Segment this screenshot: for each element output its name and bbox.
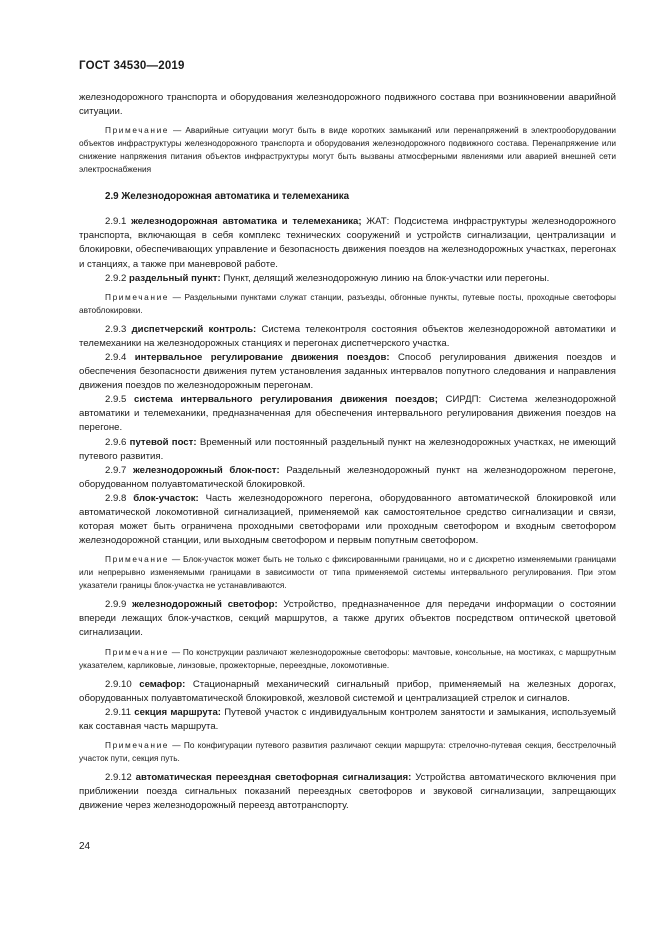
note-text: — По конфигурации путевого развития различают секции маршрута: стрелочно-путевая секция, бесстрелочный участок пути, секция путь. (79, 739, 616, 763)
note-label: Примечание (105, 554, 170, 565)
entry-number: 2.9.4 (105, 351, 127, 363)
entry-definition: Устройство, предназначенное для передачи информации о состоянии впереди лежащих блок-участков, секций маршрутов, а также других объектов посредством оптической цветовой сигнализации. (79, 599, 616, 639)
entry-term: железнодорожный блок-пост: (132, 464, 280, 476)
entry-number: 2.9.6 (105, 436, 127, 448)
intro-continuation: железнодорожного транспорта и оборудования железнодорожного подвижного состава при возникновении аварийной ситуации. (79, 92, 616, 118)
entry-number: 2.9.12 (105, 771, 132, 783)
entry-definition: Часть железнодорожного перегона, оборудованного автоматической блокировкой или автоматической локомотивной сигнализацией, применяемой как самостоятельное средство сигнализации и связи, которая может быть ограничена проходными светофорами или проходным светофором и входным светофором железнодорожной станции, или выходным светофором и первым попутным светофором. (79, 492, 616, 547)
entry-definition: Система телеконтроля состояния объектов железнодорожной автоматики и телемеханики на железнодорожных станциях и перегонах диспетчерского участка. (79, 323, 616, 349)
entry-definition: ЖАТ: Подсистема инфраструктуры железнодорожного транспорта, включающая в себя комплекс технических сооружений и устройств сигнализации, централизации и блокировки, обеспечивающих управление и безопасность движения поездов на железнодорожных участках, перегонах и станциях, а также при маневровой работе. (79, 216, 616, 270)
section-title: 2.9 Железнодорожная автоматика и телемеханика (105, 191, 350, 203)
entry-number: 2.9.8 (105, 492, 127, 504)
page-content (79, 91, 616, 813)
entry-number: 2.9.2 (105, 272, 127, 284)
note-text: — По конструкции различают железнодорожные светофоры: мачтовые, консольные, на мостиках, с маршрутным указателем, карликовые, линзовые, прожекторные, переездные, локомотивные. (79, 646, 616, 670)
entry-2-9-3 (79, 323, 616, 351)
note-emergency (79, 124, 616, 176)
entry-definition: Способ регулирования движения поездов и обеспечения безопасности движения путем установления заданных интервалов попутного следования и направления движения поездов по железнодорожным перегонам. (79, 351, 616, 392)
entry-term: диспетчерский контроль: (131, 323, 257, 335)
entry-term: семафор: (139, 678, 186, 690)
entry-term: путевой пост: (129, 436, 197, 448)
entry-2-9-8 (79, 492, 616, 548)
note-2-9-2 (79, 291, 616, 317)
note-2-9-9 (79, 646, 616, 672)
entry-2-9-1 (79, 215, 616, 271)
entry-definition: Раздельный железнодорожный пункт на железнодорожном перегоне, оборудованном полуавтоматической блокировкой. (79, 464, 616, 490)
note-2-9-11 (79, 739, 616, 765)
note-text: — Блок-участок может быть не только с фиксированными границами, но и с дискретно изменяемыми границами или непрерывно изменяемыми границами в зависимости от типа применяемой системы интервального регулирования. При этом указатели границы блок-участка не устанавливаются. (79, 554, 616, 591)
note-text: — Аварийные ситуации могут быть в виде коротких замыканий или перенапряжений в электрооборудовании объектов инфраструктуры железнодорожного транспорта и оборудования железнодорожного подвижного состава. Перенапряжение или снижение напряжения питания объектов инфраструктуры могут быть вызваны атмосферными явлениями или аварией внешней сети электроснабжения (79, 125, 616, 175)
entry-number: 2.9.7 (105, 464, 127, 476)
entry-term: автоматическая переездная светофорная сигнализация: (135, 771, 412, 783)
entry-number: 2.9.10 (105, 678, 132, 690)
entry-definition: Временный или постоянный раздельный пункт на железнодорожных участках, не имеющий путевого развития. (79, 436, 616, 462)
entry-number: 2.9.5 (105, 394, 127, 406)
entry-2-9-10 (79, 678, 616, 706)
entry-2-9-2 (79, 272, 616, 286)
entry-term: интервальное регулирование движения поездов: (134, 351, 390, 363)
entry-definition: Путевой участок с индивидуальным контролем занятости и замыкания, используемый как составная часть маршрута. (79, 706, 616, 732)
entry-2-9-5 (79, 393, 616, 435)
entry-term: железнодорожный светофор: (132, 599, 278, 611)
entry-2-9-6 (79, 436, 616, 464)
page-number: 24 (79, 841, 91, 852)
note-label: Примечание (105, 739, 170, 750)
entry-2-9-7 (79, 464, 616, 492)
entry-number: 2.9.11 (105, 706, 131, 718)
entry-definition: Стационарный механический сигнальный прибор, применяемый на железных дорогах, оборудованных полуавтоматической блокировкой, жезловой системой и централизацией стрелок и сигналов. (79, 678, 616, 704)
note-label: Примечание (105, 125, 170, 136)
entry-number: 2.9.3 (105, 323, 127, 335)
entry-term: раздельный пункт: (129, 272, 221, 284)
entry-number: 2.9.9 (105, 599, 127, 611)
entry-term: блок-участок: (133, 492, 199, 504)
entry-term: железнодорожная автоматика и телемеханика; (131, 216, 362, 228)
entry-2-9-11 (79, 706, 616, 734)
standard-code-header: ГОСТ 34530—2019 (79, 60, 185, 72)
note-2-9-8 (79, 553, 616, 592)
note-label: Примечание (105, 291, 170, 302)
entry-definition: СИРДП: Система железнодорожной автоматики и телемеханики, предназначенная для обеспечения интервального регулирования движения поездов на перегоне. (79, 394, 616, 434)
entry-2-9-9 (79, 598, 616, 640)
entry-definition: Пункт, делящий железнодорожную линию на блок-участки или перегоны. (220, 272, 550, 284)
entry-2-9-4 (79, 351, 616, 393)
entry-definition: Устройства автоматического включения при приближении поезда сигнальных показаний переездных светофоров и звуковой сигнализации, запрещающих движение через железнодорожный переезд автотранспорту. (79, 771, 616, 812)
entry-2-9-12 (79, 771, 616, 813)
entry-number: 2.9.1 (105, 216, 127, 228)
note-label: Примечание (105, 646, 170, 657)
entry-term: система интервального регулирования движения поездов; (133, 394, 438, 406)
note-text: — Раздельными пунктами служат станции, разъезды, обгонные пункты, путевые посты, проходные светофоры автоблокировки. (79, 291, 616, 315)
entry-term: секция маршрута: (134, 706, 221, 718)
